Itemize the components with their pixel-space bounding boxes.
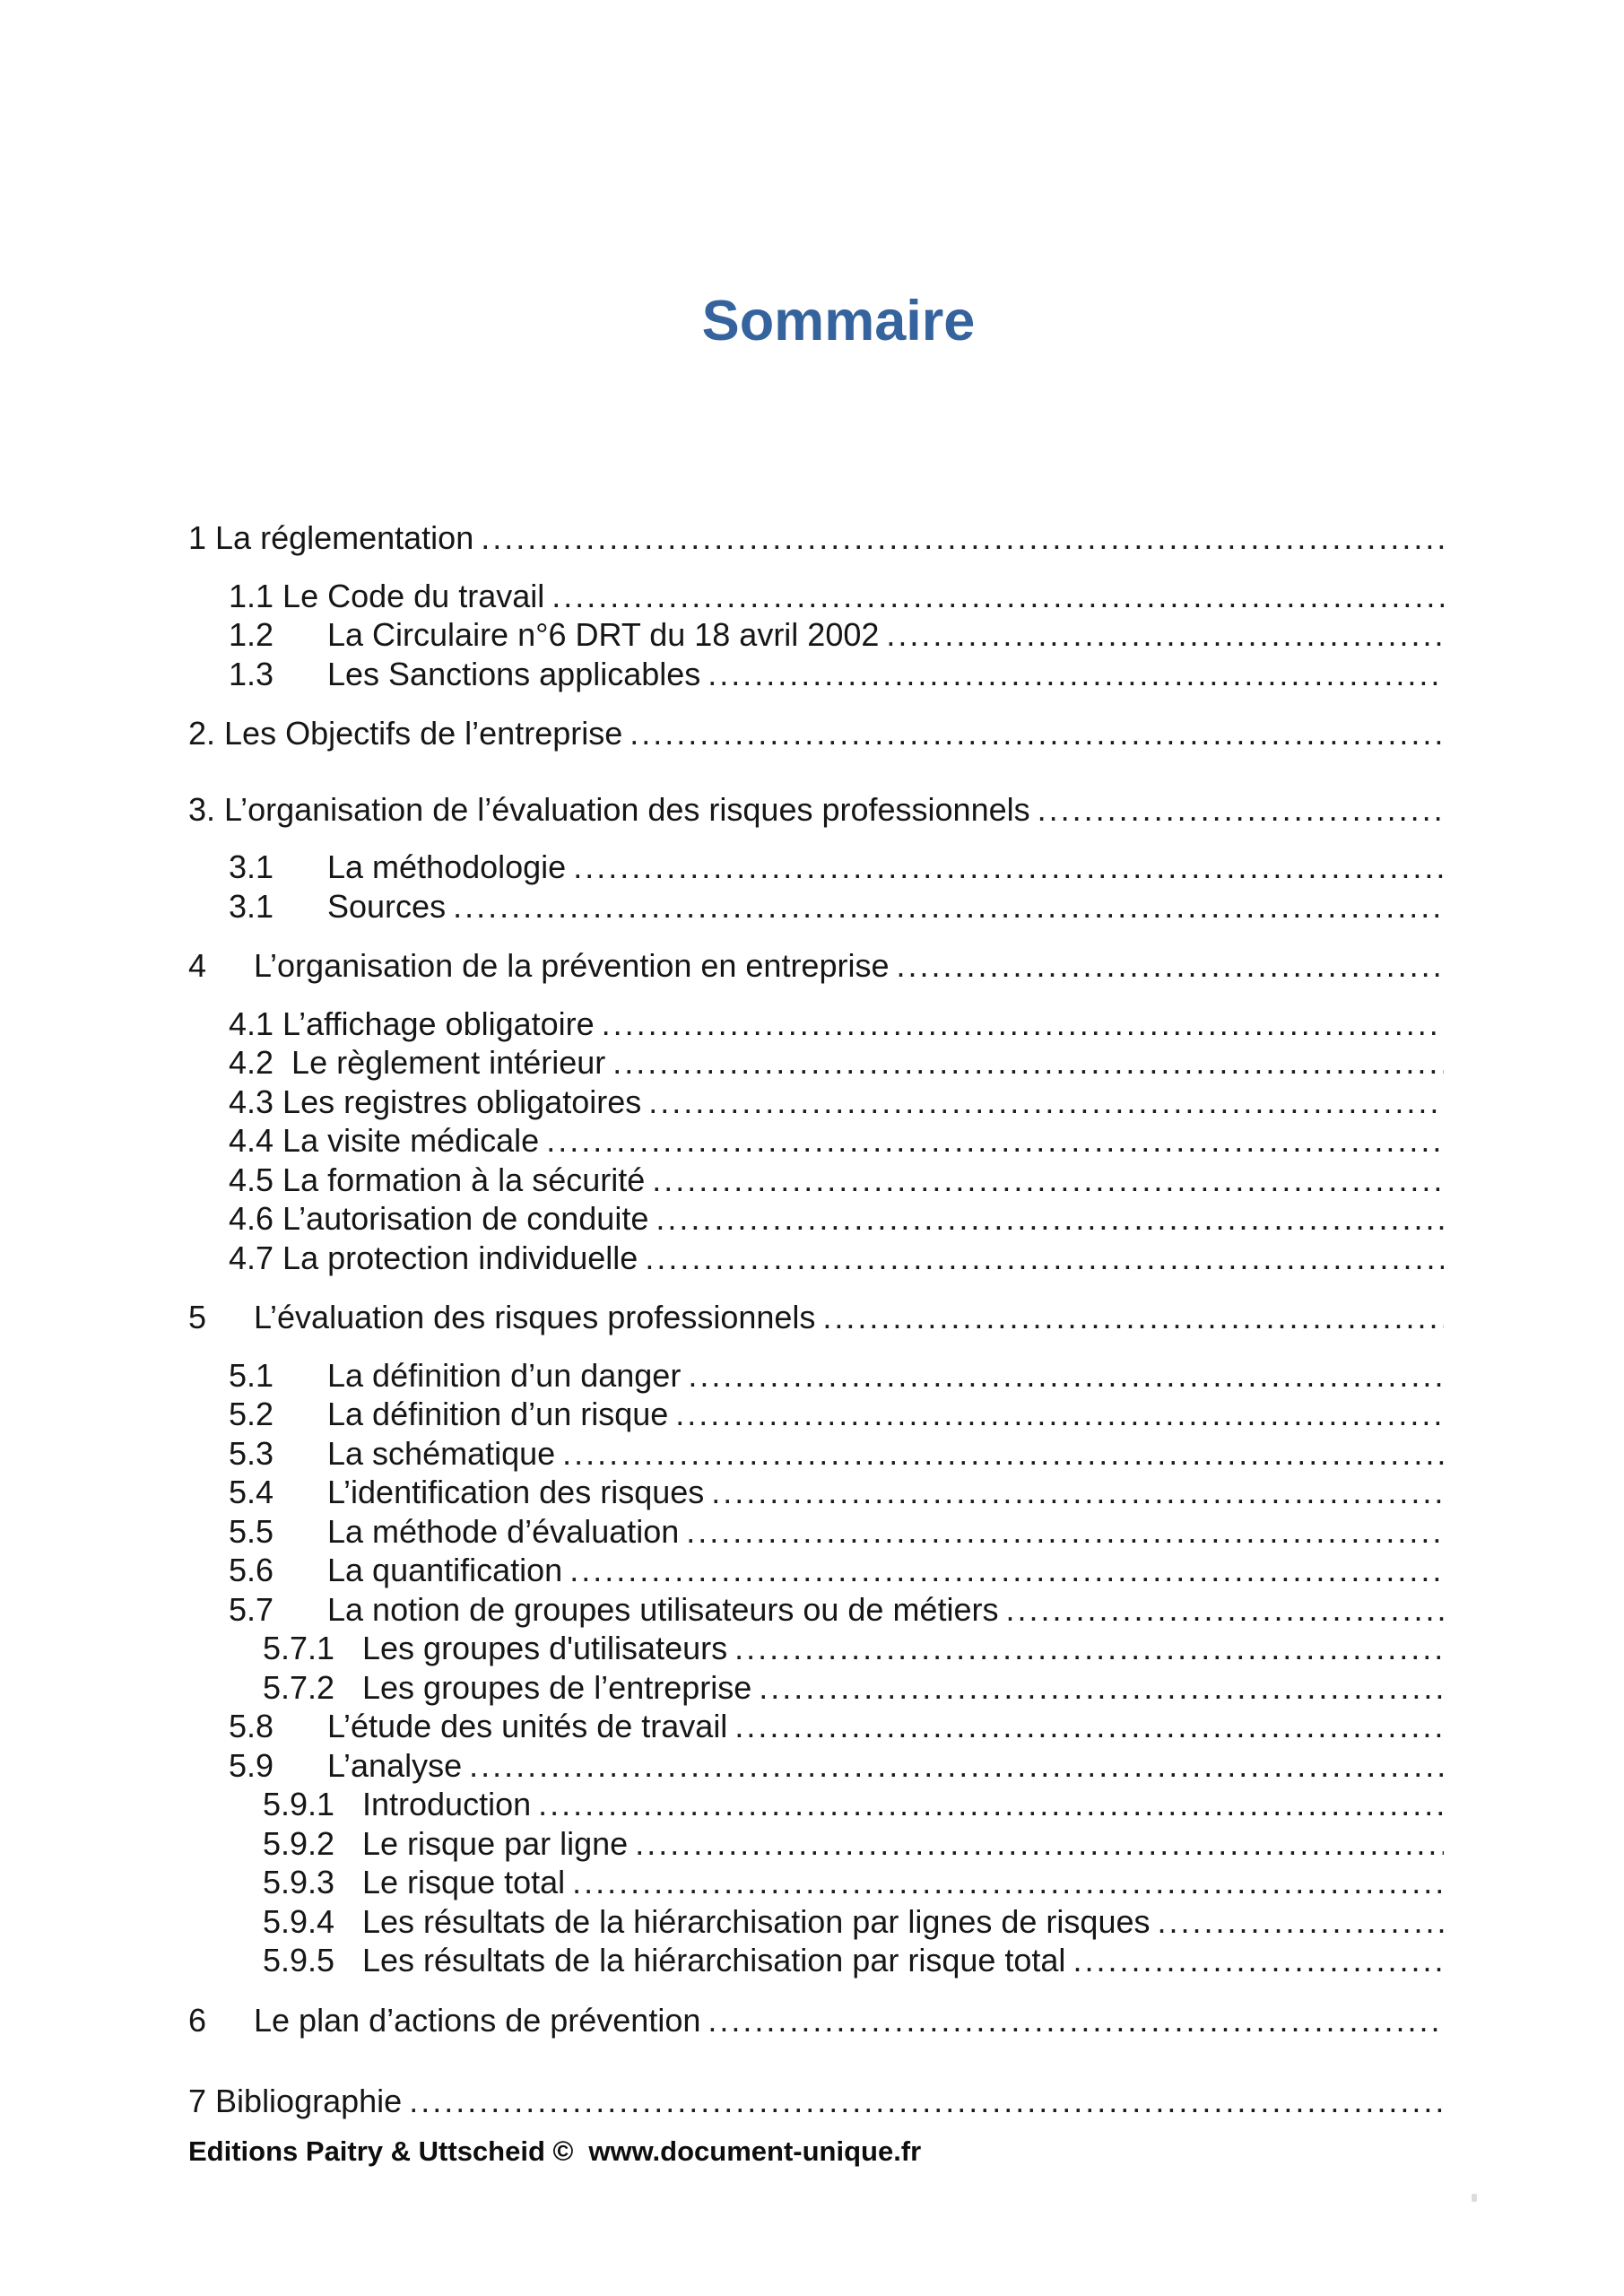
toc-entry[interactable] <box>263 1785 1444 1824</box>
toc-entry-number: 4 <box>188 947 207 984</box>
toc-entry-title: La protection individuelle <box>282 1239 638 1276</box>
dot-leader-icon <box>551 577 1444 616</box>
toc-entry[interactable] <box>188 714 1444 753</box>
toc-entry-number: 1 <box>188 519 207 556</box>
dot-leader-icon <box>1157 1902 1444 1942</box>
toc-entry-title: La Circulaire n°6 DRT du 18 avril 2002 <box>327 616 880 653</box>
toc-entry-title: Le risque par ligne <box>362 1824 629 1862</box>
toc-entry-title: La définition d’un danger <box>327 1356 682 1394</box>
toc-entry-number: 4.5 <box>229 1161 274 1198</box>
toc-entry-number: 5.7.1 <box>263 1630 335 1666</box>
dot-leader-icon <box>734 1629 1444 1668</box>
toc-entry-number: 4.2 <box>229 1044 274 1081</box>
toc-entry[interactable] <box>229 1590 1444 1630</box>
dot-leader-icon <box>822 1298 1444 1337</box>
dot-leader-icon <box>569 1551 1444 1590</box>
content-column <box>0 289 1624 2121</box>
toc-entry-title: Les groupes de l’entreprise <box>362 1668 752 1706</box>
toc-entry-title: La méthode d’évaluation <box>327 1512 680 1550</box>
toc-entry-title: Introduction <box>362 1786 532 1822</box>
toc-entry-number: 4.4 <box>229 1122 274 1159</box>
dot-leader-icon <box>573 848 1444 887</box>
toc-entry-number: 2. <box>188 715 216 752</box>
toc-entry[interactable] <box>263 1863 1444 1902</box>
dot-leader-icon <box>886 615 1444 655</box>
toc-entry-number: 4.7 <box>229 1239 274 1276</box>
toc-entry[interactable] <box>263 1902 1444 1942</box>
dot-leader-icon <box>759 1668 1444 1708</box>
dot-leader-icon <box>562 1434 1444 1474</box>
toc-entry-number: 5.7.2 <box>263 1668 335 1706</box>
dot-leader-icon <box>708 2001 1444 2040</box>
toc-entry-number: 1.1 <box>229 577 274 614</box>
toc-entry-number: 5 <box>188 1299 207 1335</box>
dot-leader-icon <box>630 714 1444 753</box>
toc-entry-number: 5.9.4 <box>263 1902 335 1940</box>
dot-leader-icon <box>469 1746 1444 1786</box>
toc-entry-title: Les Objectifs de l’entreprise <box>224 715 623 752</box>
toc-entry-title: L’organisation de l’évaluation des risques professionnels <box>224 790 1030 828</box>
table-of-contents <box>188 518 1444 2121</box>
toc-entry-number: 5.9 <box>229 1746 274 1784</box>
toc-entry-title: La notion de groupes utilisateurs ou de métiers <box>327 1590 999 1628</box>
page-title: Sommaire <box>701 290 976 352</box>
toc-entry-number: 1.3 <box>229 655 274 692</box>
dot-leader-icon <box>734 1707 1444 1746</box>
toc-entry-title: La réglementation <box>215 519 474 556</box>
toc-entry-title: L’organisation de la prévention en entreprise <box>254 947 890 984</box>
dot-leader-icon <box>1038 790 1444 830</box>
toc-entry-title: L’évaluation des risques professionnels <box>254 1299 816 1335</box>
toc-entry-title: La méthodologie <box>327 848 567 885</box>
toc-entry-title: Le risque total <box>362 1864 566 1900</box>
dot-leader-icon <box>645 1239 1444 1278</box>
toc-entry[interactable] <box>229 655 1444 694</box>
dot-leader-icon <box>686 1512 1444 1552</box>
dot-leader-icon <box>572 1863 1444 1902</box>
toc-entry-title: L’identification des risques <box>327 1474 705 1510</box>
toc-entry-number: 5.5 <box>229 1512 274 1550</box>
toc-entry-number: 6 <box>188 2001 207 2039</box>
toc-entry[interactable] <box>229 1707 1444 1746</box>
toc-entry[interactable] <box>188 2001 1444 2040</box>
dot-leader-icon <box>1005 1590 1444 1630</box>
toc-entry-title: Bibliographie <box>215 2083 403 2119</box>
toc-entry-title: L’analyse <box>327 1746 463 1784</box>
toc-entry[interactable] <box>263 1941 1444 1980</box>
dot-leader-icon <box>546 1121 1444 1161</box>
toc-entry-number: 5.8 <box>229 1708 274 1744</box>
toc-entry-number: 5.3 <box>229 1434 274 1472</box>
toc-entry-title: La définition d’un risque <box>327 1396 669 1432</box>
dot-leader-icon <box>538 1785 1444 1824</box>
toc-entry[interactable] <box>229 615 1444 655</box>
toc-entry-title: Le plan d’actions de prévention <box>254 2001 701 2039</box>
dot-leader-icon <box>481 518 1444 558</box>
toc-entry[interactable] <box>229 848 1444 887</box>
dot-leader-icon <box>409 2082 1444 2121</box>
toc-entry-number: 3. <box>188 790 216 828</box>
toc-entry[interactable] <box>229 1121 1444 1161</box>
toc-entry[interactable] <box>229 887 1444 926</box>
scan-artifact <box>1472 2194 1477 2202</box>
toc-entry-title: L’affichage obligatoire <box>282 1004 595 1042</box>
toc-entry-number: 5.6 <box>229 1552 274 1588</box>
toc-entry-number: 5.1 <box>229 1356 274 1394</box>
toc-entry[interactable] <box>263 1824 1444 1864</box>
toc-entry[interactable] <box>188 518 1444 558</box>
toc-entry-title: Les groupes d'utilisateurs <box>362 1630 728 1666</box>
toc-entry[interactable] <box>263 1668 1444 1708</box>
toc-entry[interactable] <box>229 577 1444 616</box>
toc-entry-number: 3.1 <box>229 887 274 925</box>
toc-entry[interactable] <box>229 1004 1444 1044</box>
dot-leader-icon <box>708 655 1444 694</box>
toc-entry[interactable] <box>263 1629 1444 1668</box>
toc-entry-number: 4.6 <box>229 1200 274 1237</box>
dot-leader-icon <box>652 1161 1444 1200</box>
toc-entry-number: 5.9.3 <box>263 1864 335 1900</box>
toc-entry[interactable] <box>229 1473 1444 1512</box>
toc-entry-number: 5.7 <box>229 1590 274 1628</box>
toc-entry-title: Le règlement intérieur <box>291 1044 606 1081</box>
toc-entry-number: 5.4 <box>229 1474 274 1510</box>
toc-entry-title: Les résultats de la hiérarchisation par risque total <box>362 1942 1066 1979</box>
dot-leader-icon <box>711 1473 1444 1512</box>
dot-leader-icon <box>612 1043 1444 1083</box>
dot-leader-icon <box>602 1004 1444 1044</box>
toc-entry-number: 1.2 <box>229 616 274 653</box>
toc-entry-number: 5.9.5 <box>263 1942 335 1979</box>
toc-entry[interactable] <box>229 1395 1444 1434</box>
dot-leader-icon <box>688 1356 1444 1396</box>
toc-entry-title: La formation à la sécurité <box>282 1161 646 1198</box>
dot-leader-icon <box>656 1199 1444 1239</box>
toc-entry-number: 4.3 <box>229 1083 274 1120</box>
toc-entry[interactable] <box>188 1298 1444 1337</box>
toc-entry[interactable] <box>229 1083 1444 1122</box>
dot-leader-icon <box>897 946 1445 986</box>
toc-entry[interactable] <box>229 1356 1444 1396</box>
toc-entry-title: L’étude des unités de travail <box>327 1708 728 1744</box>
footer-publisher: Editions Paitry & Uttscheid © <box>188 2135 574 2167</box>
toc-entry-number: 3.1 <box>229 848 274 885</box>
toc-entry[interactable] <box>188 790 1444 830</box>
toc-entry[interactable] <box>188 946 1444 986</box>
toc-entry[interactable] <box>229 1512 1444 1552</box>
toc-entry[interactable] <box>229 1199 1444 1239</box>
toc-entry-number: 5.9.2 <box>263 1824 335 1862</box>
toc-entry-title: Le Code du travail <box>282 577 545 614</box>
toc-entry-title: L’autorisation de conduite <box>282 1200 649 1237</box>
dot-leader-icon <box>648 1083 1444 1122</box>
toc-entry[interactable] <box>229 1239 1444 1278</box>
toc-entry[interactable] <box>229 1043 1444 1083</box>
toc-entry[interactable] <box>229 1746 1444 1786</box>
toc-entry[interactable] <box>229 1551 1444 1590</box>
toc-entry-title: Les registres obligatoires <box>282 1083 642 1120</box>
dot-leader-icon <box>635 1824 1444 1864</box>
toc-entry-number: 4.1 <box>229 1004 274 1042</box>
toc-entry-title: La quantification <box>327 1552 563 1588</box>
dot-leader-icon <box>453 887 1444 926</box>
toc-entry-title: Sources <box>327 887 447 925</box>
toc-entry-number: 7 <box>188 2083 207 2119</box>
dot-leader-icon <box>675 1395 1444 1434</box>
toc-entry-title: Les Sanctions applicables <box>327 655 701 692</box>
dot-leader-icon <box>1073 1941 1444 1980</box>
toc-entry[interactable] <box>229 1161 1444 1200</box>
toc-entry-title: La schématique <box>327 1434 556 1472</box>
toc-entry-number: 5.9.1 <box>263 1786 335 1822</box>
toc-entry-title: Les résultats de la hiérarchisation par lignes de risques <box>362 1902 1151 1940</box>
toc-entry[interactable] <box>188 2082 1444 2121</box>
toc-entry[interactable] <box>229 1434 1444 1474</box>
page-footer <box>188 2135 1624 2168</box>
footer-website[interactable]: www.document-unique.fr <box>588 2135 922 2167</box>
toc-entry-title: La visite médicale <box>282 1122 540 1159</box>
toc-entry-number: 5.2 <box>229 1396 274 1432</box>
